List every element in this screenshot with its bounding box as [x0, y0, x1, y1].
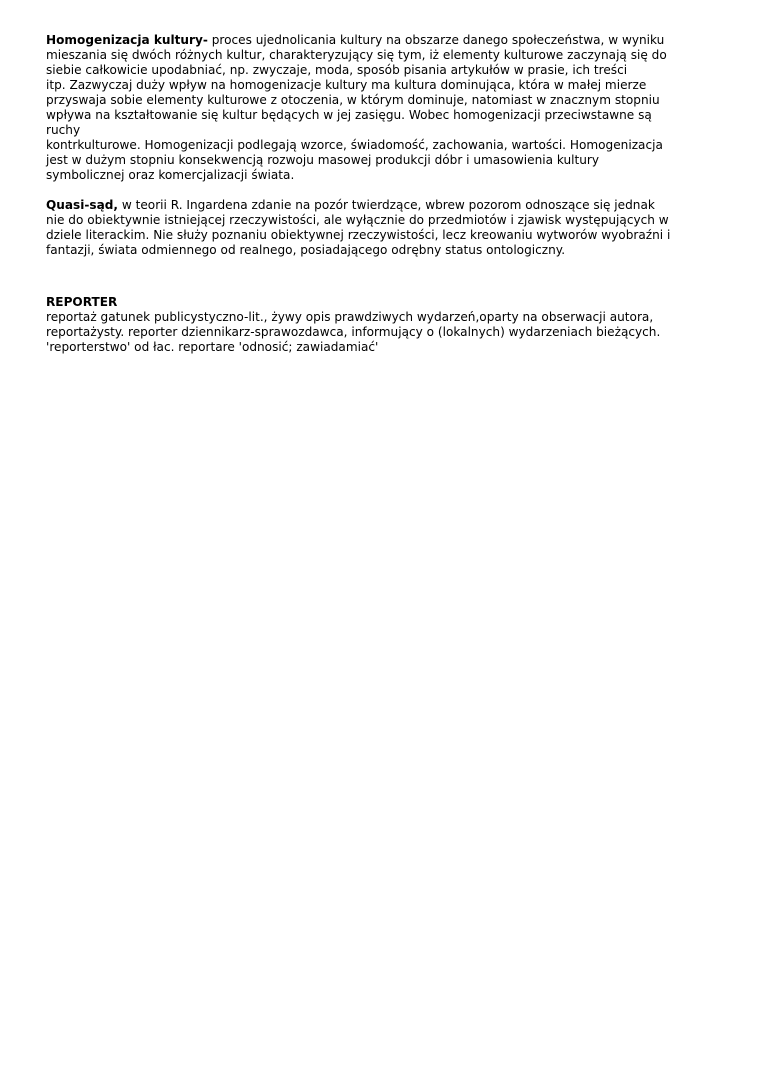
definition-line: mieszania się dwóch różnych kultur, charakteryzujący się tym, iż elementy kulturowe zaczynają się do: [46, 48, 667, 62]
definition-line: dziele literackim. Nie służy poznaniu obiektywnej rzeczywistości, lecz kreowaniu wytworów wyobraźni i: [46, 228, 671, 242]
definition-text: proces ujednolicania kultury na obszarze danego społeczeństwa, w wyniku: [207, 33, 665, 47]
definition-line: przyswaja sobie elementy kulturowe z otoczenia, w którym dominuje, natomiast w znacznym stopniu: [46, 93, 660, 107]
definition-line: 'reporterstwo' od łac. reportare 'odnosić; zawiadamiać': [46, 340, 379, 354]
term-reporter: REPORTER: [46, 295, 118, 309]
definition-text: w teorii R. Ingardena zdanie na pozór twierdzące, wbrew pozorom odnoszące się jednak: [118, 198, 655, 212]
definition-line: reportaż gatunek publicystyczno-lit., żywy opis prawdziwych wydarzeń,oparty na obserwacji autora,: [46, 310, 654, 324]
definition-line: itp. Zazwyczaj duży wpływ na homogenizacje kultury ma kultura dominująca, która w małej mierze: [46, 78, 647, 92]
definition-reporter: [46, 295, 746, 355]
paragraph-gap: [46, 183, 746, 198]
definition-homogenizacja: [46, 33, 746, 183]
definition-line: wpływa na kształtowanie się kultur będących w jej zasięgu. Wobec homogenizacji przeciwstawne są: [46, 108, 652, 122]
definition-line: reportażysty. reporter dziennikarz-sprawozdawca, informujący o (lokalnych) wydarzeniach bieżących.: [46, 325, 661, 339]
definition-line: fantazji, świata odmiennego od realnego, posiadającego odrębny status ontologiczny.: [46, 243, 566, 257]
definition-line: kontrkulturowe. Homogenizacji podlegają wzorce, świadomość, zachowania, wartości. Homogenizacja: [46, 138, 663, 152]
definition-line: ruchy: [46, 123, 81, 137]
term-homogenizacja-kultury: Homogenizacja kultury-: [46, 33, 208, 47]
definition-line: nie do obiektywnie istniejącej rzeczywistości, ale wyłącznie do przedmiotów i zjawisk występujących w: [46, 213, 669, 227]
definition-line: symbolicznej oraz komercjalizacji świata.: [46, 168, 295, 182]
definition-quasi-sad: [46, 198, 746, 258]
document-page: [46, 33, 746, 355]
definition-first-line: [46, 33, 746, 48]
term-quasi-sad: Quasi-sąd,: [46, 198, 119, 212]
definition-first-line: [46, 198, 746, 213]
definition-line: jest w dużym stopniu konsekwencją rozwoju masowej produkcji dóbr i umasowienia kultury: [46, 153, 600, 167]
definition-line: siebie całkowicie upodabniać, np. zwyczaje, moda, sposób pisania artykułów w prasie, ich treści: [46, 63, 628, 77]
paragraph-gap: [46, 258, 746, 295]
